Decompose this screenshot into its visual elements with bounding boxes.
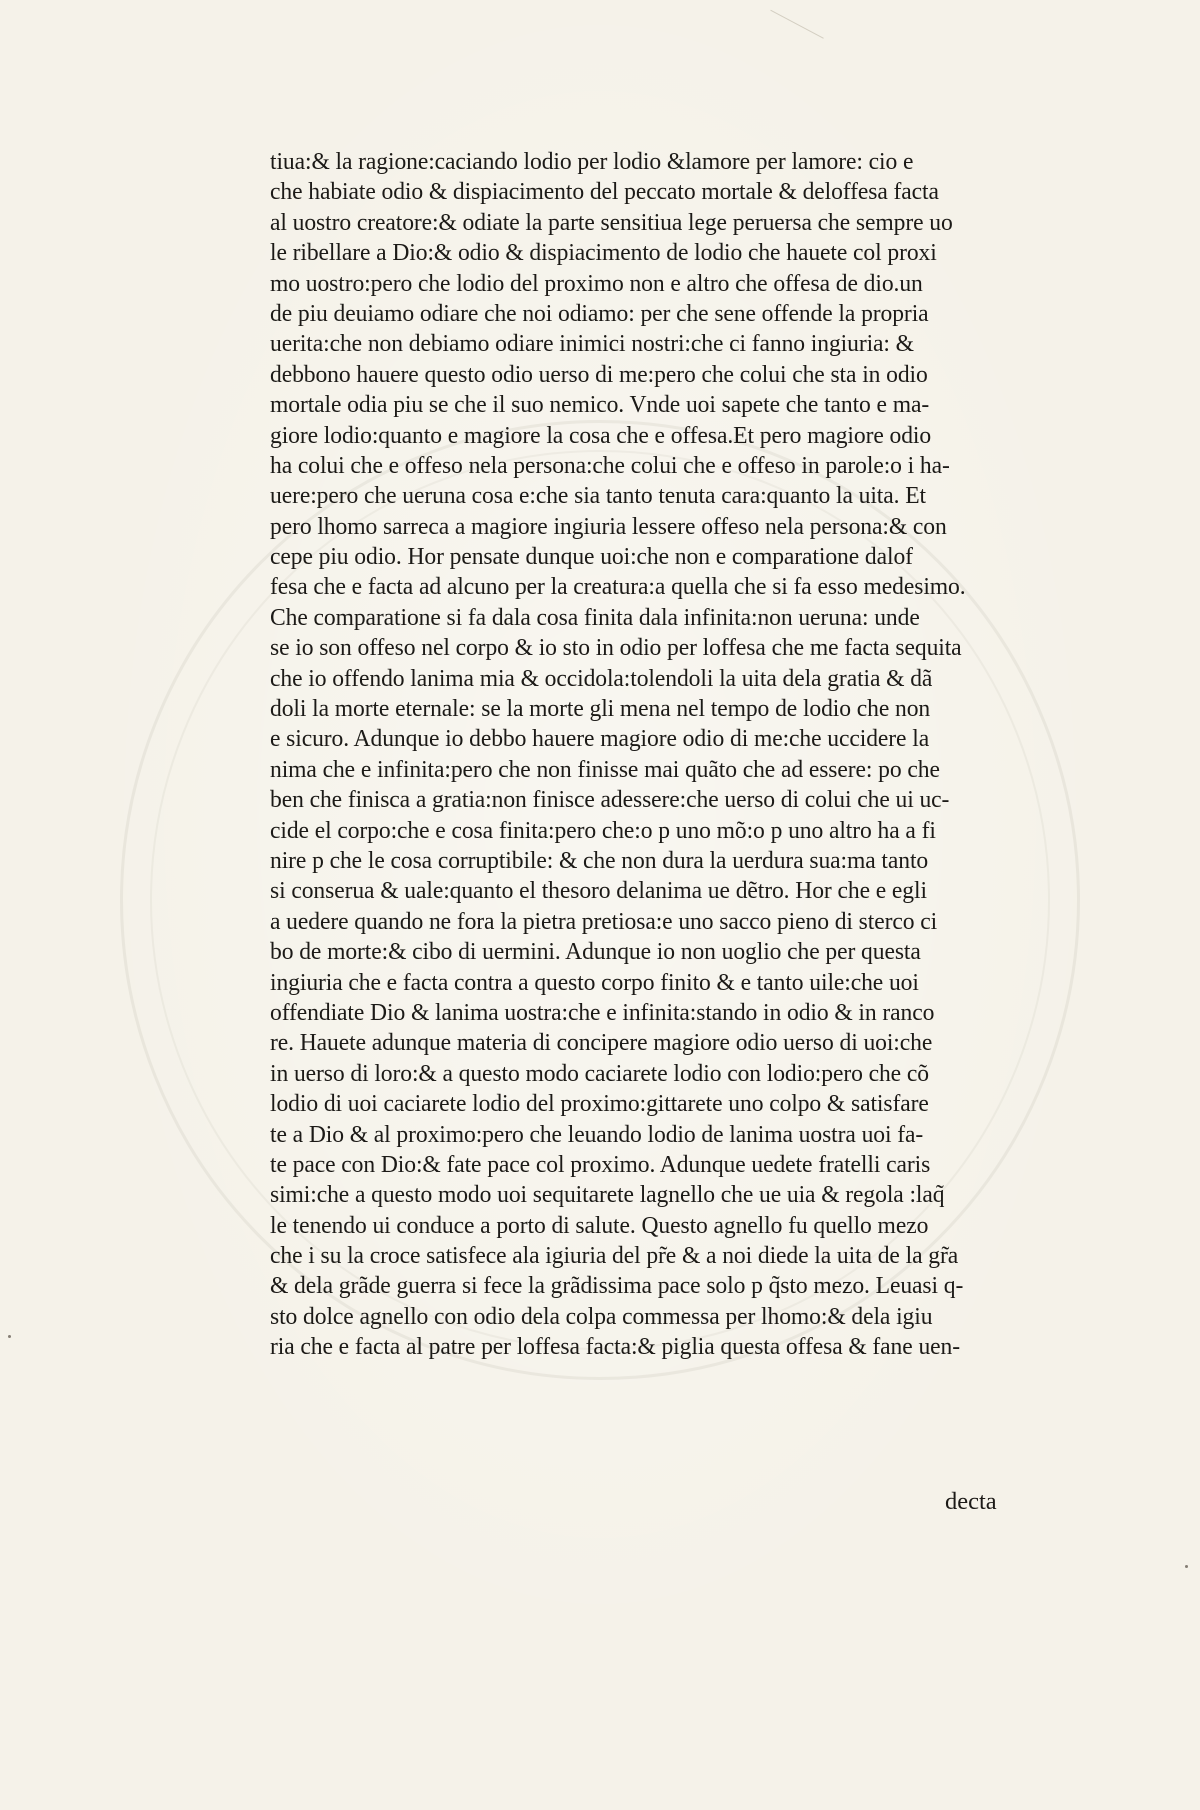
text-line: debbono hauere questo odio uerso di me:pero che colui che sta in odio — [270, 360, 928, 388]
text-line: cepe piu odio. Hor pensate dunque uoi:che non e comparatione dalof — [270, 543, 913, 571]
text-line: re. Hauete adunque materia di concipere magiore odio uerso di uoi:che — [270, 1029, 933, 1057]
text-line: mortale odia piu se che il suo nemico. Vnde uoi sapete che tanto e ma- — [270, 391, 930, 419]
catchword: decta — [945, 1488, 997, 1515]
text-line: se io son offeso nel corpo & io sto in odio per loffesa che me facta sequita — [270, 634, 962, 662]
text-line: ria che e facta al patre per loffesa facta:& piglia questa offesa & fane uen- — [270, 1333, 960, 1361]
text-line: te pace con Dio:& fate pace col proximo. Adunque uedete fratelli caris — [270, 1150, 931, 1178]
text-line: uere:pero che ueruna cosa e:che sia tanto tenuta cara:quanto la uita. Et — [270, 482, 926, 510]
text-line: ingiuria che e facta contra a questo corpo finito & e tanto uile:che uoi — [270, 968, 919, 996]
text-line: le ribellare a Dio:& odio & dispiacimento de lodio che hauete col proxi — [270, 239, 937, 267]
text-line: al uostro creatore:& odiate la parte sensitiua lege peruersa che sempre uo — [270, 208, 953, 236]
text-line: giore lodio:quanto e magiore la cosa che e offesa.Et pero magiore odio — [270, 421, 932, 449]
text-line: mo uostro:pero che lodio del proximo non e altro che offesa de dio.un — [270, 269, 923, 297]
text-line: offendiate Dio & lanima uostra:che e infinita:stando in odio & in ranco — [270, 998, 935, 1026]
text-line: le tenendo ui conduce a porto di salute. Questo agnello fu quello mezo — [270, 1211, 929, 1239]
text-line: simi:che a questo modo uoi sequitarete lagnello che ue uia & regola :laq̃ — [270, 1181, 945, 1209]
text-line: si conserua & uale:quanto el thesoro delanima ue dẽtro. Hor che e egli — [270, 877, 927, 905]
text-line: nima che e infinita:pero che non finisse mai quãto che ad essere: po che — [270, 755, 940, 783]
text-line: doli la morte eternale: se la morte gli mena nel tempo de lodio che non — [270, 695, 931, 723]
ink-speck — [8, 1335, 11, 1338]
text-line: cide el corpo:che e cosa finita:pero che:o p uno mõ:o p uno altro ha a fi — [270, 816, 936, 844]
text-line: a uedere quando ne fora la pietra pretiosa:e uno sacco pieno di sterco ci — [270, 907, 938, 935]
text-line: de piu deuiamo odiare che noi odiamo: per che sene offende la propria — [270, 299, 929, 327]
text-line: sto dolce agnello con odio dela colpa commessa per lhomo:& dela igiu — [270, 1302, 933, 1330]
text-line: tiua:& la ragione:caciando lodio per lodio &lamore per lamore: cio e — [270, 148, 914, 175]
text-line: ben che finisca a gratia:non finisce adessere:che uerso di colui che ui uc- — [270, 786, 950, 814]
text-line: te a Dio & al proximo:pero che leuando lodio de lanima uostra uoi fa- — [270, 1120, 924, 1148]
text-line: uerita:che non debiamo odiare inimici nostri:che ci fanno ingiuria: & — [270, 330, 914, 358]
text-line: e sicuro. Adunque io debbo hauere magiore odio di me:che uccidere la — [270, 725, 930, 753]
ink-speck — [1185, 1565, 1188, 1568]
text-line: nire p che le cosa corruptibile: & che non dura la uerdura sua:ma tanto — [270, 846, 929, 874]
text-line: che io offendo lanima mia & occidola:tolendoli la uita dela gratia & dã — [270, 664, 933, 692]
text-line: che habiate odio & dispiacimento del peccato mortale & deloffesa facta — [270, 178, 939, 206]
body-text — [270, 147, 1090, 1363]
text-line: fesa che e facta ad alcuno per la creatura:a quella che si fa esso medesimo. — [270, 573, 966, 601]
text-line: Che comparatione si fa dala cosa finita dala infinita:non ueruna: unde — [270, 603, 920, 631]
text-line: in uerso di loro:& a questo modo caciarete lodio con lodio:pero che cõ — [270, 1059, 929, 1087]
text-line: & dela grãde guerra si fece la grãdissima pace solo p q̃sto mezo. Leuasi q- — [270, 1272, 964, 1300]
text-line: che i su la croce satisfece ala igiuria del pr̃e & a noi diede la uita de la gr̃a — [270, 1242, 959, 1270]
text-line: ha colui che e offeso nela persona:che colui che e offeso in parole:o i ha- — [270, 451, 950, 479]
fold-mark — [756, 10, 824, 66]
text-line: pero lhomo sarreca a magiore ingiuria lessere offeso nela persona:& con — [270, 512, 947, 540]
text-line: bo de morte:& cibo di uermini. Adunque io non uoglio che per questa — [270, 938, 921, 966]
text-line: lodio di uoi caciarete lodio del proximo:gittarete uno colpo & satisfare — [270, 1090, 929, 1118]
